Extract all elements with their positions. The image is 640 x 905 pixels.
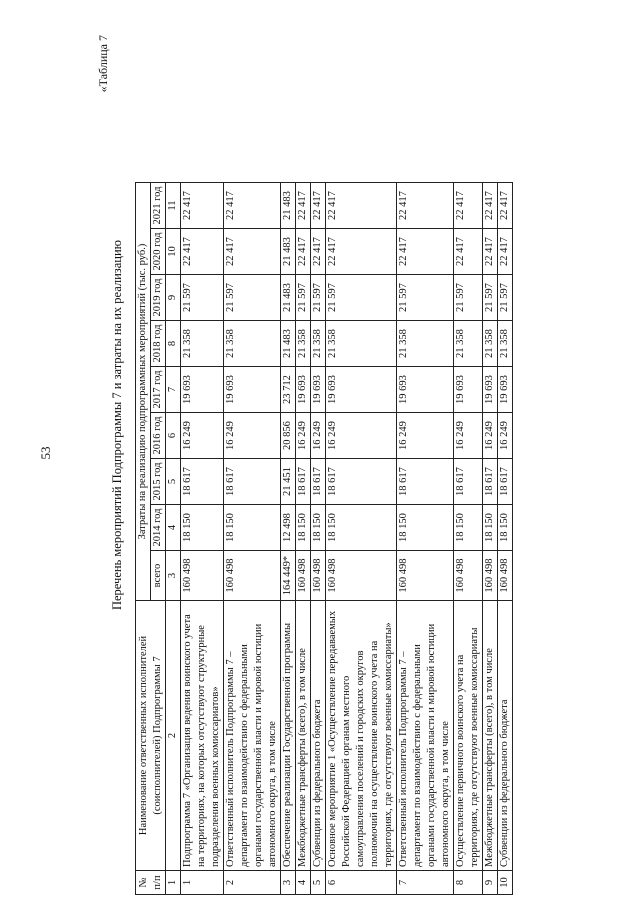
header-year-7: 2021 год bbox=[151, 183, 166, 229]
row-year-value: 21 597 bbox=[224, 275, 281, 321]
row-year-value: 19 693 bbox=[326, 367, 397, 413]
row-year-value: 21 451 bbox=[281, 459, 296, 505]
row-year-value: 22 417 bbox=[224, 229, 281, 275]
table-row bbox=[483, 183, 498, 895]
row-year-value: 22 417 bbox=[454, 229, 483, 275]
row-year-value: 18 617 bbox=[311, 459, 326, 505]
row-year-value: 16 249 bbox=[454, 413, 483, 459]
row-number: 5 bbox=[311, 871, 326, 895]
column-number: 4 bbox=[166, 505, 181, 551]
row-year-value: 21 483 bbox=[281, 275, 296, 321]
header-year-2: 2016 год bbox=[151, 413, 166, 459]
row-year-value: 21 483 bbox=[281, 321, 296, 367]
row-year-value: 18 150 bbox=[326, 505, 397, 551]
header-year-0: 2014 год bbox=[151, 505, 166, 551]
row-year-value: 21 597 bbox=[397, 275, 454, 321]
table-row bbox=[454, 183, 483, 895]
row-number: 10 bbox=[498, 871, 513, 895]
row-total: 160 498 bbox=[224, 551, 281, 601]
row-number: 8 bbox=[454, 871, 483, 895]
row-year-value: 21 597 bbox=[326, 275, 397, 321]
row-year-value: 22 417 bbox=[224, 183, 281, 229]
row-total: 160 498 bbox=[311, 551, 326, 601]
row-total: 160 498 bbox=[483, 551, 498, 601]
row-year-value: 22 417 bbox=[181, 229, 224, 275]
column-number: 9 bbox=[166, 275, 181, 321]
row-year-value: 16 249 bbox=[498, 413, 513, 459]
row-year-value: 18 617 bbox=[326, 459, 397, 505]
header-costs-group: Затраты на реализацию подпрограммных мероприятий (тыс. руб.) bbox=[136, 183, 151, 601]
row-year-value: 18 617 bbox=[454, 459, 483, 505]
header-year-3: 2017 год bbox=[151, 367, 166, 413]
row-year-value: 18 150 bbox=[454, 505, 483, 551]
row-year-value: 18 617 bbox=[296, 459, 311, 505]
row-name: Межбюджетные трансферты (всего), в том числе bbox=[296, 601, 311, 871]
row-year-value: 21 483 bbox=[281, 229, 296, 275]
row-year-value: 16 249 bbox=[181, 413, 224, 459]
program-costs-table bbox=[135, 182, 513, 895]
row-year-value: 21 358 bbox=[498, 321, 513, 367]
table-row bbox=[498, 183, 513, 895]
row-total: 160 498 bbox=[454, 551, 483, 601]
row-year-value: 22 417 bbox=[326, 183, 397, 229]
row-year-value: 22 417 bbox=[483, 183, 498, 229]
page-number: 53 bbox=[38, 446, 53, 460]
row-year-value: 18 617 bbox=[397, 459, 454, 505]
column-number: 11 bbox=[166, 183, 181, 229]
column-number: 6 bbox=[166, 413, 181, 459]
column-number: 7 bbox=[166, 367, 181, 413]
table-row bbox=[326, 183, 397, 895]
row-year-value: 21 358 bbox=[326, 321, 397, 367]
row-year-value: 19 693 bbox=[311, 367, 326, 413]
column-number: 2 bbox=[166, 601, 181, 871]
column-number: 10 bbox=[166, 229, 181, 275]
row-year-value: 18 150 bbox=[311, 505, 326, 551]
header-year-6: 2020 год bbox=[151, 229, 166, 275]
row-year-value: 18 150 bbox=[181, 505, 224, 551]
row-year-value: 21 358 bbox=[181, 321, 224, 367]
header-year-4: 2018 год bbox=[151, 321, 166, 367]
header-name: Наименование ответственных исполнителей (соисполнителей) Подпрограммы 7 bbox=[136, 601, 166, 871]
row-number: 7 bbox=[397, 871, 454, 895]
table-title: Перечень мероприятий Подпрограммы 7 и затраты на их реализацию bbox=[110, 239, 124, 611]
row-year-value: 18 617 bbox=[483, 459, 498, 505]
row-total: 160 498 bbox=[326, 551, 397, 601]
column-number: 5 bbox=[166, 459, 181, 505]
row-year-value: 19 693 bbox=[397, 367, 454, 413]
row-year-value: 12 498 bbox=[281, 505, 296, 551]
row-number: 2 bbox=[224, 871, 281, 895]
row-total: 160 498 bbox=[498, 551, 513, 601]
row-year-value: 23 712 bbox=[281, 367, 296, 413]
row-year-value: 16 249 bbox=[483, 413, 498, 459]
row-number: 1 bbox=[181, 871, 224, 895]
row-year-value: 22 417 bbox=[181, 183, 224, 229]
table-row bbox=[224, 183, 281, 895]
row-year-value: 18 150 bbox=[296, 505, 311, 551]
row-year-value: 18 150 bbox=[498, 505, 513, 551]
row-name: Ответственный исполнитель Подпрограммы 7 – департамент по взаимодействию с федеральными органами государственной власти и мировой юстиции автономного округа, в том числе bbox=[397, 601, 454, 871]
row-number: 6 bbox=[326, 871, 397, 895]
row-year-value: 22 417 bbox=[296, 229, 311, 275]
row-total: 160 498 bbox=[296, 551, 311, 601]
row-year-value: 21 358 bbox=[224, 321, 281, 367]
row-year-value: 21 358 bbox=[397, 321, 454, 367]
row-number: 4 bbox=[296, 871, 311, 895]
row-total: 160 498 bbox=[181, 551, 224, 601]
table-row bbox=[311, 183, 326, 895]
row-name: Основное мероприятие 1 «Осуществление передаваемых Российской Федерацией органам местного самоуправления поселений и городских округов полномочий на осуществление воинского учета на территориях, где отсутствуют военные комиссариаты» bbox=[326, 601, 397, 871]
table-row bbox=[397, 183, 454, 895]
row-year-value: 21 358 bbox=[311, 321, 326, 367]
row-year-value: 19 693 bbox=[483, 367, 498, 413]
row-year-value: 21 358 bbox=[296, 321, 311, 367]
header-total: всего bbox=[151, 551, 166, 601]
header-year-1: 2015 год bbox=[151, 459, 166, 505]
row-year-value: 22 417 bbox=[296, 183, 311, 229]
table-row bbox=[281, 183, 296, 895]
header-year-5: 2019 год bbox=[151, 275, 166, 321]
row-year-value: 22 417 bbox=[397, 229, 454, 275]
row-number: 9 bbox=[483, 871, 498, 895]
column-number: 1 bbox=[166, 871, 181, 895]
row-year-value: 16 249 bbox=[397, 413, 454, 459]
row-year-value: 22 417 bbox=[454, 183, 483, 229]
row-year-value: 21 597 bbox=[454, 275, 483, 321]
row-year-value: 16 249 bbox=[311, 413, 326, 459]
row-year-value: 21 597 bbox=[311, 275, 326, 321]
row-year-value: 21 358 bbox=[454, 321, 483, 367]
row-year-value: 19 693 bbox=[181, 367, 224, 413]
row-year-value: 18 617 bbox=[181, 459, 224, 505]
row-year-value: 18 150 bbox=[483, 505, 498, 551]
table-row bbox=[181, 183, 224, 895]
row-name: Ответственный исполнитель Подпрограммы 7 – департамент по взаимодействию с федеральными органами государственной власти и мировой юстиции автономного округа, в том числе bbox=[224, 601, 281, 871]
row-name: Субвенции из федерального бюджета bbox=[311, 601, 326, 871]
row-number: 3 bbox=[281, 871, 296, 895]
row-year-value: 20 856 bbox=[281, 413, 296, 459]
table-tag: «Таблица 7 bbox=[96, 35, 110, 93]
row-year-value: 21 597 bbox=[483, 275, 498, 321]
row-year-value: 16 249 bbox=[224, 413, 281, 459]
row-year-value: 22 417 bbox=[483, 229, 498, 275]
row-year-value: 18 150 bbox=[224, 505, 281, 551]
row-year-value: 22 417 bbox=[498, 183, 513, 229]
row-year-value: 16 249 bbox=[296, 413, 311, 459]
row-year-value: 22 417 bbox=[326, 229, 397, 275]
column-number: 3 bbox=[166, 551, 181, 601]
column-number: 8 bbox=[166, 321, 181, 367]
row-year-value: 21 483 bbox=[281, 183, 296, 229]
row-name: Подпрограмма 7 «Организация ведения воинского учета на территориях, на которых отсутствуют структурные подразделения военных комиссариатов» bbox=[181, 601, 224, 871]
row-year-value: 22 417 bbox=[311, 229, 326, 275]
row-name: Обеспечение реализации Государственной программы bbox=[281, 601, 296, 871]
row-year-value: 18 617 bbox=[224, 459, 281, 505]
row-year-value: 19 693 bbox=[498, 367, 513, 413]
row-year-value: 21 597 bbox=[181, 275, 224, 321]
row-year-value: 16 249 bbox=[326, 413, 397, 459]
row-year-value: 21 358 bbox=[483, 321, 498, 367]
row-year-value: 18 617 bbox=[498, 459, 513, 505]
row-total: 164 449* bbox=[281, 551, 296, 601]
row-year-value: 19 693 bbox=[296, 367, 311, 413]
row-year-value: 21 597 bbox=[498, 275, 513, 321]
row-year-value: 21 597 bbox=[296, 275, 311, 321]
row-year-value: 19 693 bbox=[224, 367, 281, 413]
row-year-value: 22 417 bbox=[311, 183, 326, 229]
row-year-value: 22 417 bbox=[397, 183, 454, 229]
table-row bbox=[296, 183, 311, 895]
row-year-value: 22 417 bbox=[498, 229, 513, 275]
header-num: № п/п bbox=[136, 871, 166, 895]
row-year-value: 18 150 bbox=[397, 505, 454, 551]
row-name: Межбюджетные трансферты (всего), в том числе bbox=[483, 601, 498, 871]
row-name: Осуществление первичного воинского учета на территориях, где отсутствуют военные комиссариаты bbox=[454, 601, 483, 871]
row-name: Субвенции из федерального бюджета bbox=[498, 601, 513, 871]
row-year-value: 19 693 bbox=[454, 367, 483, 413]
row-total: 160 498 bbox=[397, 551, 454, 601]
